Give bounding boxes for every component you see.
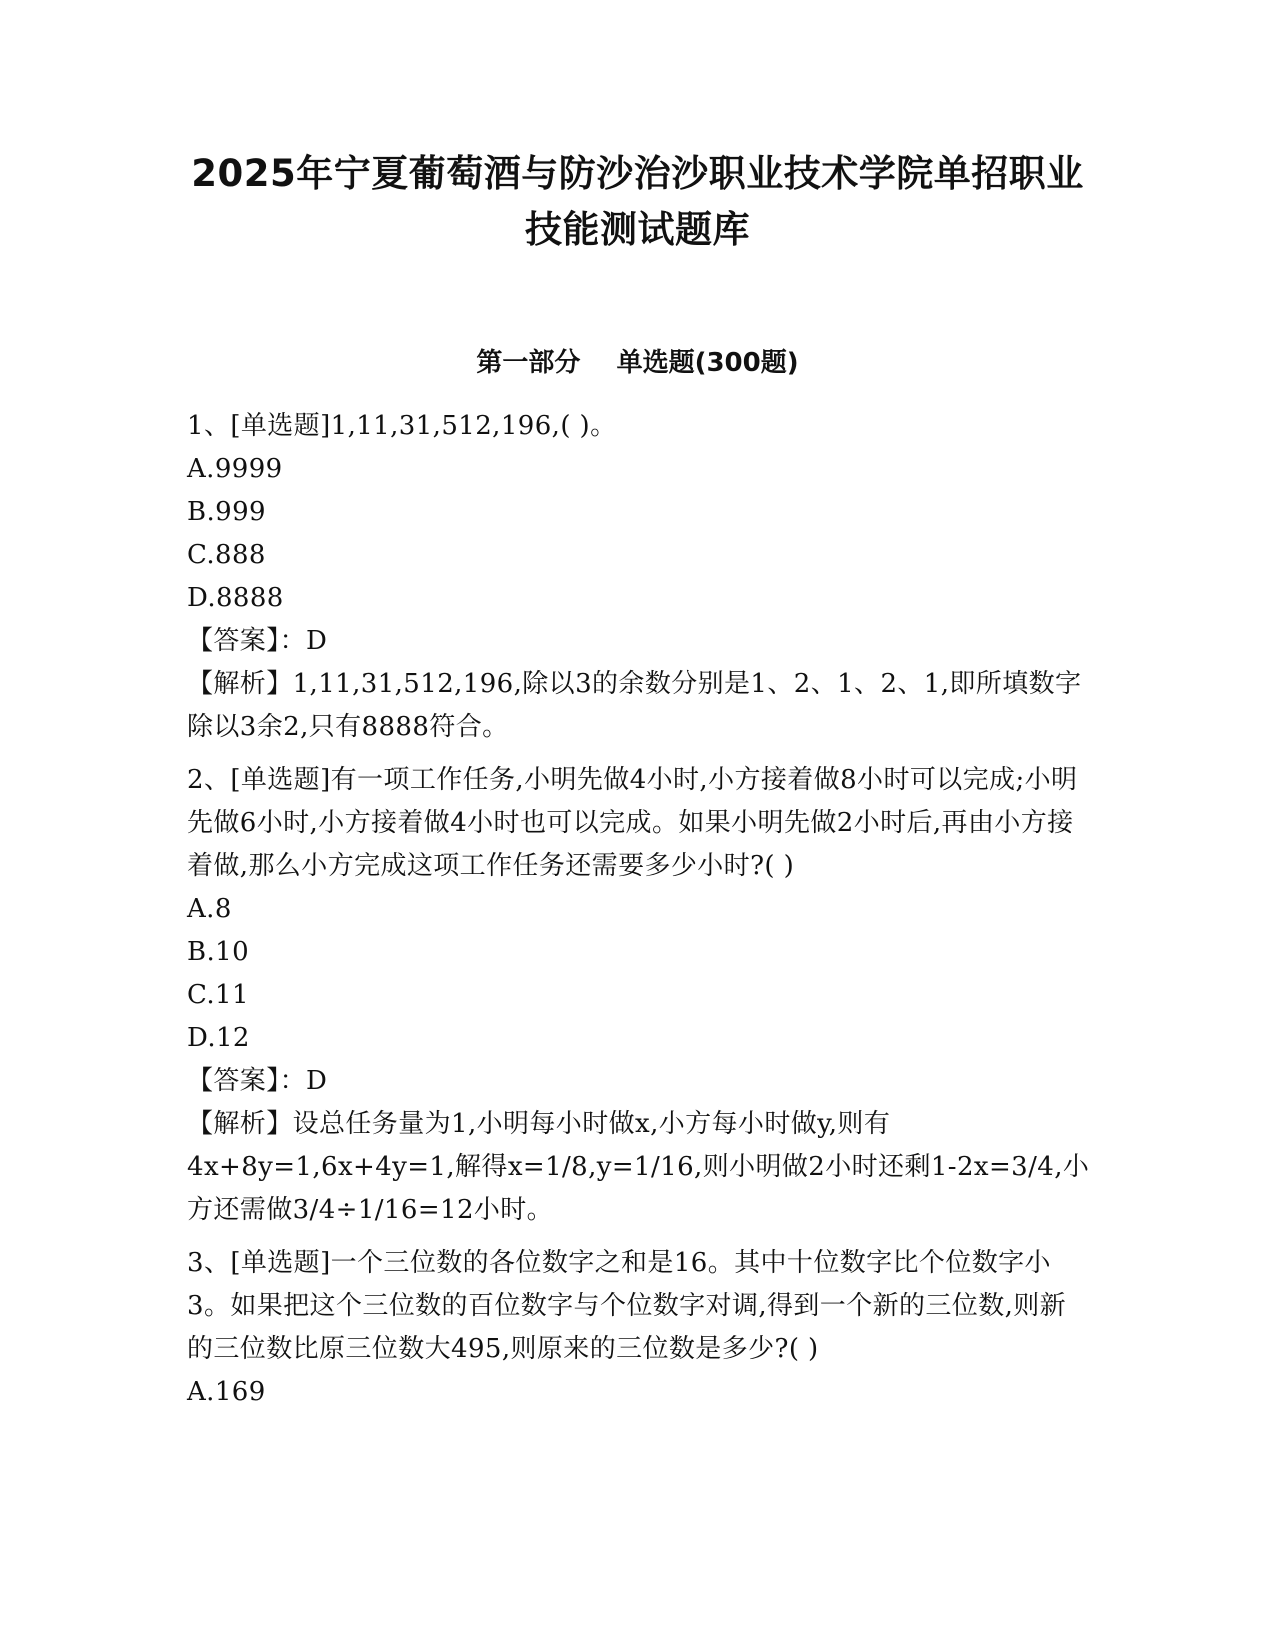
option-c: C.888 — [187, 540, 266, 570]
question-stem: 3、[单选题]一个三位数的各位数字之和是16。其中十位数字比个位数字小3。如果把这个三位数的百位数字与个位数字对调,得到一个新的三位数,则新的三位数比原三位数大495,则原来的三位数是多少?( ) — [187, 1248, 1067, 1364]
question-2 — [187, 759, 1092, 1232]
document-title-line-1: 2025年宁夏葡萄酒与防沙治沙职业技术学院单招职业 — [191, 152, 1084, 195]
option-c: C.11 — [187, 980, 249, 1010]
analysis-text: 【解析】设总任务量为1,小明每小时做x,小方每小时做y,则有4x+8y=1,6x+4y=1,解得x=1/8,y=1/16,则小明做2小时还剩1-2x=3/4,小方还需做3/4÷1/16=12小时。 — [187, 1109, 1090, 1225]
question-3 — [187, 1242, 1092, 1414]
analysis-text: 【解析】1,11,31,512,196,除以3的余数分别是1、2、1、2、1,即所填数字除以3余2,只有8888符合。 — [187, 669, 1082, 742]
option-b: B.10 — [187, 937, 250, 967]
question-stem: 1、[单选题]1,11,31,512,196,( )。 — [187, 411, 617, 441]
answer-line: 【答案】：D — [187, 1066, 328, 1096]
option-d: D.8888 — [187, 583, 284, 613]
option-a: A.169 — [187, 1377, 266, 1407]
question-list — [187, 405, 1092, 1424]
question-1 — [187, 405, 1092, 749]
question-stem: 2、[单选题]有一项工作任务,小明先做4小时,小方接着做8小时可以完成;小明先做6小时,小方接着做4小时也可以完成。如果小明先做2小时后,再由小方接着做,那么小方完成这项工作任务还需要多少小时?( ) — [187, 765, 1078, 881]
answer-line: 【答案】：D — [187, 626, 328, 656]
section-heading: 第一部分 单选题(300题) — [476, 348, 799, 378]
option-a: A.9999 — [187, 454, 283, 484]
document-title-line-2: 技能测试题库 — [525, 208, 750, 251]
option-d: D.12 — [187, 1023, 250, 1053]
option-a: A.8 — [187, 894, 232, 924]
option-b: B.999 — [187, 497, 266, 527]
